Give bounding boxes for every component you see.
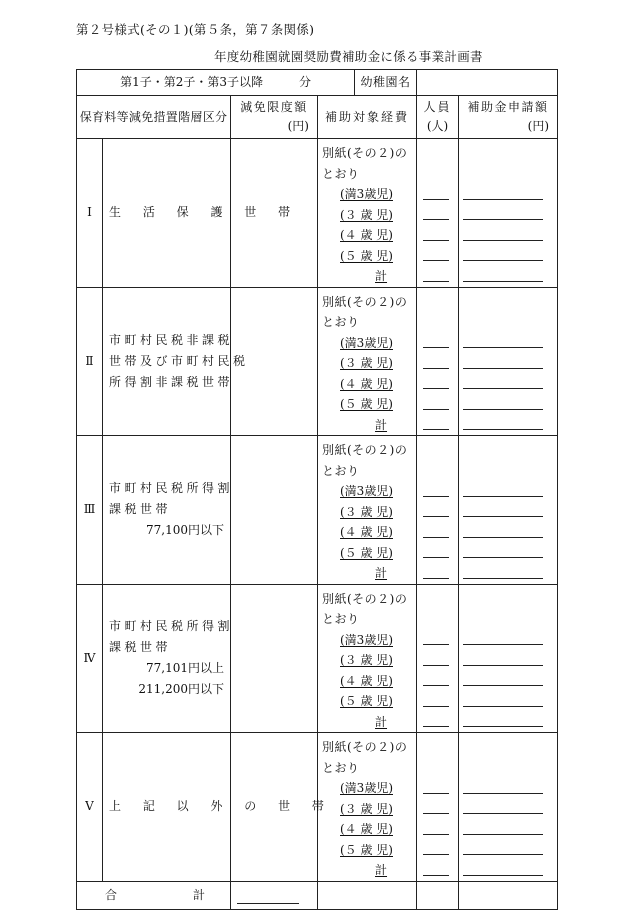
kindergarten-name-field[interactable] (417, 70, 558, 96)
people-count-blank[interactable] (417, 394, 458, 415)
subsidy-amount-blank[interactable] (459, 563, 557, 584)
eligible-expense-cell (318, 139, 417, 288)
expense-age-line-text: (３ 歳 児) (340, 356, 393, 370)
category-label-line: 課税世帯 (109, 502, 172, 517)
category-label-line: 上 記 以 外 の 世 帯 (109, 799, 333, 814)
expense-age-line-text: (３ 歳 児) (340, 653, 393, 667)
spacer (417, 164, 458, 185)
subsidy-amount-blank[interactable] (459, 543, 557, 564)
category-row (77, 733, 558, 882)
category-label-line: 77,100円以下 (146, 523, 224, 538)
expense-total-line-text: 計 (375, 714, 388, 729)
people-count-cell (417, 733, 459, 882)
expense-note-line: 別紙(その２)の (322, 443, 408, 457)
subsidy-amount-blank[interactable] (459, 712, 557, 733)
category-label-line: 所得割非課税世帯 (109, 374, 234, 389)
spacer (459, 292, 557, 313)
expense-age-line-text: (５ 歳 児) (340, 545, 393, 560)
expense-note-line: 別紙(その２)の (322, 591, 408, 606)
category-label-line: 77,101円以上 (146, 661, 224, 676)
subsidy-amount-blank[interactable] (459, 522, 557, 543)
expense-age-line-text: (３ 歳 児) (340, 504, 393, 519)
expense-age-line (318, 778, 416, 799)
expense-age-line-text: (４ 歳 児) (340, 525, 393, 539)
subsidy-amount-cell (459, 436, 558, 585)
expense-total-line-text: 計 (375, 863, 388, 877)
subsidy-amount-blank[interactable] (459, 353, 557, 374)
expense-age-line (318, 184, 416, 205)
expense-age-line (318, 481, 416, 502)
people-count-blank[interactable] (417, 333, 458, 354)
expense-age-line (318, 630, 416, 651)
people-count-blank[interactable] (417, 184, 458, 205)
subsidy-amount-blank[interactable] (459, 246, 557, 267)
subsidy-amount-blank[interactable] (459, 481, 557, 502)
expense-age-line (318, 205, 416, 226)
category-label-line: 市町村民税所得割 (109, 481, 234, 496)
expense-age-line-text: (４ 歳 児) (340, 673, 393, 688)
people-count-cell (417, 139, 459, 288)
expense-age-line (318, 543, 416, 564)
column-header-people-unit: (人) (426, 119, 449, 133)
form-number: 第２号様式(その１)(第５条，第７条関係) (76, 22, 315, 37)
category-label (103, 287, 249, 436)
category-label-line: 生 活 保 護 世 帯 (109, 205, 300, 220)
category-label-line: 211,200円以下 (138, 682, 224, 697)
expense-age-line-text: (満3歳児) (340, 187, 393, 201)
column-header-people-label: 人員 (423, 100, 452, 114)
people-count-blank[interactable] (417, 650, 458, 671)
spacer (417, 609, 458, 630)
business-plan-table (76, 69, 558, 910)
expense-age-line (318, 246, 416, 267)
category-numeral: Ⅲ (77, 436, 103, 585)
expense-age-line (318, 394, 416, 415)
subsidy-amount-blank[interactable] (459, 671, 557, 692)
subsidy-amount-blank[interactable] (459, 860, 557, 881)
subsidy-amount-blank[interactable] (459, 394, 557, 415)
subsidy-amount-blank[interactable] (459, 819, 557, 840)
category-label (103, 139, 300, 288)
people-count-blank[interactable] (417, 415, 458, 436)
subsidy-amount-cell (459, 584, 558, 733)
kindergarten-name-label: 幼稚園名 (355, 70, 417, 96)
total-label (77, 881, 231, 909)
spacer (459, 461, 557, 482)
category-label (103, 584, 234, 733)
category-row (77, 287, 558, 436)
expense-note-line: 別紙(その２)の (322, 294, 408, 309)
expense-total-line-text: 計 (375, 417, 388, 432)
expense-age-line (318, 671, 416, 692)
category-label-line: 市町村民税所得割 (109, 619, 234, 634)
spacer (417, 440, 458, 461)
expense-age-line (318, 819, 416, 840)
column-header-amount-label: 補助金申請額 (467, 100, 549, 114)
people-count-blank[interactable] (417, 481, 458, 502)
expense-total-line-text: 計 (375, 269, 388, 283)
spacer (459, 164, 557, 185)
expense-age-line (318, 225, 416, 246)
total-amount-field[interactable] (459, 881, 558, 909)
expense-age-line-text: (５ 歳 児) (340, 397, 393, 411)
column-header-amount (459, 96, 558, 139)
category-label (103, 733, 333, 882)
subsidy-amount-blank[interactable] (459, 650, 557, 671)
eligible-expense-cell (318, 584, 417, 733)
people-count-blank[interactable] (417, 799, 458, 820)
people-count-blank[interactable] (417, 225, 458, 246)
total-row (77, 881, 558, 909)
expense-age-line (318, 650, 416, 671)
expense-age-line (318, 374, 416, 395)
people-count-blank[interactable] (417, 502, 458, 523)
spacer (459, 737, 557, 758)
category-numeral: Ⅳ (77, 584, 103, 733)
subsidy-amount-blank[interactable] (459, 374, 557, 395)
expense-age-line-text: (満3歳児) (340, 632, 393, 647)
subsidy-amount-blank[interactable] (459, 266, 557, 287)
expense-age-line-text: (３ 歳 児) (340, 207, 393, 222)
category-label-line: 世帯及び市町村民税 (109, 353, 249, 368)
expense-age-line-text: (４ 歳 児) (340, 228, 393, 242)
people-count-blank[interactable] (417, 266, 458, 287)
category-row (77, 584, 558, 733)
subsidy-amount-cell (459, 139, 558, 288)
spacer (459, 143, 557, 164)
total-label-b: 計 (193, 887, 206, 902)
people-count-cell (417, 287, 459, 436)
people-count-blank[interactable] (417, 691, 458, 712)
subsidy-amount-blank[interactable] (459, 415, 557, 436)
exemption-limit-field[interactable] (231, 436, 318, 585)
spacer (459, 758, 557, 779)
people-count-blank[interactable] (417, 819, 458, 840)
people-count-blank[interactable] (417, 543, 458, 564)
expense-age-line-text: (３ 歳 児) (340, 801, 393, 816)
expense-age-line (318, 333, 416, 354)
expense-note-line: とおり (322, 463, 360, 478)
subsidy-amount-blank[interactable] (459, 225, 557, 246)
subsidy-amount-blank[interactable] (459, 630, 557, 651)
subsidy-amount-cell (459, 733, 558, 882)
people-count-blank[interactable] (417, 778, 458, 799)
child-order-text: 第1子・第2子・第3子以降 (120, 75, 263, 89)
expense-age-line-text: (満3歳児) (340, 781, 393, 795)
column-header-exemption (231, 96, 318, 139)
subsidy-amount-blank[interactable] (459, 205, 557, 226)
category-label (103, 436, 234, 585)
people-count-blank[interactable] (417, 522, 458, 543)
expense-age-line-text: (４ 歳 児) (340, 376, 393, 391)
expense-total-line (318, 563, 416, 584)
category-numeral: Ⅴ (77, 733, 103, 882)
spacer (459, 609, 557, 630)
column-header-people (417, 96, 459, 139)
header-row-columns (77, 96, 558, 139)
expense-age-line-text: (４ 歳 児) (340, 822, 393, 836)
spacer (459, 440, 557, 461)
eligible-expense-cell (318, 436, 417, 585)
people-count-blank[interactable] (417, 840, 458, 861)
expense-note-line: 別紙(その２)の (322, 146, 408, 160)
expense-age-line (318, 691, 416, 712)
people-count-blank[interactable] (417, 563, 458, 584)
people-count-blank[interactable] (417, 205, 458, 226)
total-label-a: 合 (105, 887, 118, 902)
total-people-field[interactable] (417, 881, 459, 909)
people-count-blank[interactable] (417, 630, 458, 651)
expense-note-line: とおり (322, 166, 360, 181)
subsidy-amount-blank[interactable] (459, 840, 557, 861)
people-count-blank[interactable] (417, 246, 458, 267)
expense-age-line (318, 353, 416, 374)
expense-note-line: とおり (322, 612, 360, 626)
category-row (77, 436, 558, 585)
expense-total-line (318, 415, 416, 436)
total-expense-field[interactable] (318, 881, 417, 909)
total-exemption-field[interactable] (231, 881, 318, 909)
spacer (417, 143, 458, 164)
category-row (77, 139, 558, 288)
subsidy-amount-blank[interactable] (459, 799, 557, 820)
people-count-blank[interactable] (417, 353, 458, 374)
people-count-blank[interactable] (417, 712, 458, 733)
expense-note-line: とおり (322, 315, 360, 329)
spacer (417, 737, 458, 758)
spacer (459, 589, 557, 610)
spacer (459, 312, 557, 333)
category-numeral: Ⅰ (77, 139, 103, 288)
expense-total-line-text: 計 (375, 566, 388, 580)
expense-age-line-text: (満3歳児) (340, 335, 393, 350)
child-order-cell (77, 70, 355, 96)
column-header-exemption-label: 減免限度額 (240, 100, 308, 114)
spacer (417, 589, 458, 610)
expense-total-line (318, 266, 416, 287)
exemption-limit-field[interactable] (231, 584, 318, 733)
expense-age-line (318, 502, 416, 523)
people-count-blank[interactable] (417, 374, 458, 395)
spacer (417, 292, 458, 313)
column-header-amount-unit: (円) (527, 119, 550, 133)
category-label-line: 市町村民税非課税 (109, 332, 234, 347)
expense-age-line-text: (５ 歳 児) (340, 694, 393, 708)
expense-note-line: 別紙(その２)の (322, 740, 408, 754)
header-row-child-order (77, 70, 558, 96)
document-title: 年度幼稚園就園奨励費補助金に係る事業計画書 (214, 49, 483, 64)
column-header-expense: 補助対象経費 (318, 96, 417, 139)
column-header-exemption-unit: (円) (287, 119, 309, 133)
subsidy-amount-blank[interactable] (459, 333, 557, 354)
people-count-cell (417, 584, 459, 733)
expense-age-line-text: (５ 歳 児) (340, 248, 393, 263)
expense-age-line (318, 522, 416, 543)
category-label-line: 課税世帯 (109, 640, 172, 655)
eligible-expense-cell (318, 287, 417, 436)
column-header-category: 保育料等減免措置階層区分 (77, 96, 231, 139)
subsidy-amount-blank[interactable] (459, 502, 557, 523)
expense-total-line (318, 860, 416, 881)
expense-age-line-text: (満3歳児) (340, 484, 393, 498)
subsidy-amount-blank[interactable] (459, 184, 557, 205)
people-count-cell (417, 436, 459, 585)
expense-total-line (318, 712, 416, 733)
subsidy-amount-blank[interactable] (459, 691, 557, 712)
spacer (417, 758, 458, 779)
spacer (417, 461, 458, 482)
spacer (417, 312, 458, 333)
people-count-blank[interactable] (417, 671, 458, 692)
subsidy-amount-blank[interactable] (459, 778, 557, 799)
people-count-blank[interactable] (417, 860, 458, 881)
expense-age-line (318, 840, 416, 861)
child-order-unit: 分 (298, 75, 311, 89)
expense-age-line-text: (５ 歳 児) (340, 842, 393, 857)
category-numeral: Ⅱ (77, 287, 103, 436)
expense-note-line: とおり (322, 760, 360, 775)
subsidy-amount-cell (459, 287, 558, 436)
